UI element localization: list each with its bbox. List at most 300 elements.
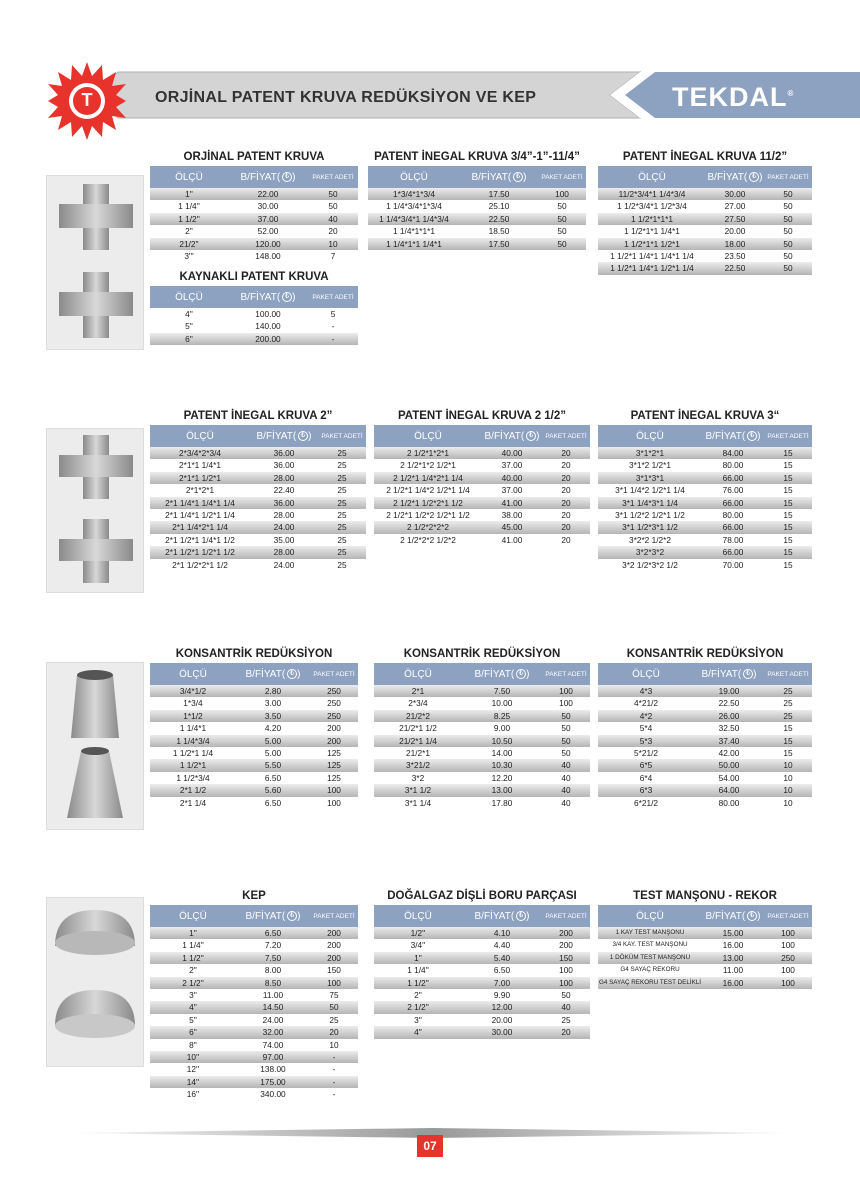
cell-pack: 200 (559, 928, 573, 938)
cell-pack: 40 (561, 760, 571, 771)
cell-size: 1 1/2*1*1 1/4*1 (624, 226, 680, 237)
cell-pack: 20 (561, 534, 571, 545)
cell-size: G4 SAYAÇ REKORU TEST DELİKLİ (598, 978, 702, 986)
cell-size: 3*2*2 1/2*2 (629, 534, 671, 545)
cell-size: 3*1*2*1 (635, 448, 665, 458)
cell-size: 1 1/2*1 1/4*1 1/4*1 1/4 (610, 250, 694, 261)
cell-price: 11.00 (262, 989, 284, 1000)
table-header (374, 905, 590, 927)
cell-pack: 15 (783, 559, 793, 570)
col-header-pack: PAKET ADETİ (313, 912, 355, 920)
cell-price: 6.50 (264, 797, 282, 808)
cell-price: 76.00 (722, 485, 744, 496)
cell-size: 1 1/2'' (178, 213, 200, 224)
table-row (598, 710, 812, 722)
cell-pack: 15 (783, 747, 793, 758)
cell-price: 6.50 (264, 772, 282, 783)
table-row (598, 459, 812, 471)
table-row (368, 238, 586, 250)
col-header-size: ÖLÇÜ (186, 430, 214, 442)
cell-size: 2*1 1/4*2*1 1/4 (172, 522, 228, 533)
cell-size: 21/2*2 (406, 710, 430, 721)
cell-size: 4*21/2 (634, 698, 658, 709)
cell-size: 2*3/4 (408, 698, 428, 709)
cell-pack: 50 (783, 189, 793, 199)
cell-size: 4'' (189, 1002, 197, 1013)
cell-price: 28.00 (273, 547, 295, 558)
cell-pack: 7 (330, 250, 336, 261)
table-header (598, 905, 812, 927)
table-title: KONSANTRİK REDÜKSİYON (403, 648, 561, 660)
lira-icon: ₺ (516, 911, 526, 921)
col-header-price: B/FİYAT ( ₺ ) (240, 171, 296, 183)
cell-pack: 25 (783, 710, 793, 721)
table-row (150, 1026, 358, 1038)
brand-name (672, 82, 794, 113)
cell-size: 1 1/4'' (182, 940, 204, 951)
table-row (368, 200, 586, 212)
lira-icon: ₺ (526, 431, 536, 441)
table-row (374, 722, 590, 734)
cell-pack: 5 (330, 309, 336, 319)
table-row (150, 747, 358, 759)
cell-pack: 50 (561, 989, 571, 1000)
cell-size: 2 1/2*1 1/2*2 1/2*1 1/2 (386, 509, 470, 520)
cell-pack: 10 (783, 797, 793, 808)
table-row (150, 250, 358, 262)
cell-pack: 15 (783, 522, 793, 533)
cell-pack: 20 (561, 509, 571, 520)
cell-price: 41.00 (501, 497, 523, 508)
cell-pack: 200 (327, 723, 341, 734)
table-row (374, 964, 590, 976)
cell-pack: 15 (783, 485, 793, 496)
price-table-t5 (150, 409, 366, 571)
price-table-t6 (374, 409, 590, 546)
cell-size: 2'' (414, 989, 422, 1000)
cell-price: 140.00 (255, 321, 281, 332)
cell-pack: 100 (781, 928, 795, 938)
col-header-price: B/FİYAT ( ₺ ) (484, 430, 540, 442)
table-row (150, 784, 358, 796)
table-row (374, 509, 590, 521)
cell-price: 175.00 (260, 1076, 286, 1087)
cell-size: 4'' (414, 1027, 422, 1038)
cell-price: 14.00 (491, 747, 513, 758)
table-row (150, 1039, 358, 1051)
cell-pack: 15 (783, 460, 793, 471)
cell-pack: 250 (781, 952, 795, 963)
table-row (374, 784, 590, 796)
cell-pack: 15 (783, 547, 793, 558)
cell-price: 26.00 (718, 710, 740, 721)
cell-price: 23.50 (724, 250, 746, 261)
cell-pack: 25 (337, 509, 347, 520)
cell-pack: 20 (561, 472, 571, 483)
table-row (368, 225, 586, 237)
col-header-price: B/FİYAT ( ₺ ) (705, 430, 761, 442)
cell-pack: 150 (559, 952, 573, 963)
cell-pack: 15 (783, 448, 793, 458)
cell-size: 2*1 1/2 (179, 785, 207, 796)
cell-price: 8.00 (264, 965, 282, 976)
table-row (374, 747, 590, 759)
col-header-pack: PAKET ADETİ (541, 173, 583, 181)
table-row (598, 964, 812, 976)
table-row (150, 939, 358, 951)
col-header-price: B/FİYAT ( ₺ ) (701, 668, 757, 680)
cell-size: 3*2*3*2 (635, 547, 665, 558)
table-row (374, 927, 590, 939)
table-title: PATENT İNEGAL KRUVA 2” (183, 410, 333, 422)
cell-size: 1 1/4*1*1 1/4*1 (386, 238, 442, 249)
cell-price: 80.00 (722, 460, 744, 471)
cell-size: 1'' (189, 928, 197, 938)
price-table-t2 (150, 270, 358, 345)
cell-size: 3*2 (411, 772, 425, 783)
cell-price: 78.00 (722, 534, 744, 545)
table-row (374, 952, 590, 964)
cell-size: 2*1*1 1/4*1 (179, 460, 221, 471)
table-row (598, 939, 812, 951)
cell-pack: 25 (561, 1014, 571, 1025)
col-header-pack: PAKET ADETİ (767, 173, 809, 181)
cell-price: 66.00 (722, 497, 744, 508)
cell-size: 2 1/2*1 1/2*2*1 1/2 (393, 497, 463, 508)
cell-pack: 200 (327, 940, 341, 951)
table-row (598, 772, 812, 784)
cell-size: 1 1/2'' (182, 952, 204, 963)
cell-price: 37.00 (501, 460, 523, 471)
cell-size: 3/4*1/2 (179, 686, 207, 696)
cell-price: 30.00 (257, 201, 279, 212)
table-title: KAYNAKLI PATENT KRUVA (179, 271, 329, 283)
cell-price: 40.00 (501, 472, 523, 483)
cell-size: 2 1/2*1*2*1 (407, 448, 449, 458)
cell-size: 1 1/4'' (407, 965, 429, 976)
cell-price: 38.00 (501, 509, 523, 520)
cell-price: 5.60 (264, 785, 282, 796)
table-title: PATENT İNEGAL KRUVA 2 1/2” (397, 410, 567, 422)
cell-pack: 50 (561, 735, 571, 746)
cell-size: 3'' (189, 989, 197, 1000)
col-header-size: ÖLÇÜ (638, 171, 666, 183)
logo-letter: T (81, 90, 93, 110)
cell-price: 138.00 (260, 1064, 286, 1075)
cell-size: 1*1/2 (183, 710, 203, 721)
cell-size: 3*1*2 1/2*1 (629, 460, 671, 471)
col-header-pack: PAKET ADETİ (313, 670, 355, 678)
cell-price: 42.00 (718, 747, 740, 758)
cell-size: 1 1/4'' (178, 201, 200, 212)
cell-pack: 15 (783, 534, 793, 545)
cell-price: 12.00 (491, 1002, 513, 1013)
cell-size: 1 1/2*1*1 1/2*1 (624, 238, 680, 249)
cell-price: 5.00 (264, 735, 282, 746)
table-row (150, 1001, 358, 1013)
col-header-pack: PAKET ADETİ (767, 912, 809, 920)
cell-pack: 50 (783, 250, 793, 261)
table-row (598, 759, 812, 771)
cell-pack: 50 (328, 189, 338, 199)
table-row (598, 784, 812, 796)
cell-pack: 250 (327, 686, 341, 696)
cell-price: 35.00 (273, 534, 295, 545)
cell-size: 3*1 1/2*3*1 1/2 (622, 522, 678, 533)
cell-size: 2'' (189, 965, 197, 976)
cell-size: 3*21/2 (406, 760, 430, 771)
table-row (150, 308, 358, 320)
col-header-pack: PAKET ADETİ (312, 173, 354, 181)
cell-size: 2 1/2*2*2 1/2*2 (400, 534, 456, 545)
col-header-size: ÖLÇÜ (175, 171, 203, 183)
cell-price: 148.00 (255, 250, 281, 261)
table-row (150, 509, 366, 521)
lira-icon: ₺ (287, 911, 297, 921)
table-row (150, 735, 358, 747)
cell-size: 6*21/2 (634, 797, 658, 808)
cell-size: 1 1/2*3/4*1 1/2*3/4 (617, 201, 687, 212)
cell-size: 1 KAY TEST MANŞONU (615, 929, 685, 936)
col-header-price: B/FİYAT ( ₺ ) (707, 171, 763, 183)
table-row (150, 559, 366, 571)
table-row (150, 989, 358, 1001)
lira-icon: ₺ (749, 172, 759, 182)
cell-size: 3*1 1/4 (404, 797, 432, 808)
cell-price: 36.00 (273, 497, 295, 508)
cell-size: 1 1/2*1*1*1 (631, 213, 673, 224)
cell-pack: 15 (783, 472, 793, 483)
cell-size: 2 1/2*2*2*2 (407, 522, 449, 533)
table-header (368, 166, 586, 188)
table-row (150, 447, 366, 459)
table-row (598, 225, 812, 237)
price-table-t12 (374, 889, 590, 1039)
cell-size: 2*3/4*2*3/4 (179, 448, 221, 458)
cell-size: 11/2*3/4*1 1/4*3/4 (618, 189, 686, 199)
cell-price: 41.00 (501, 534, 523, 545)
cell-pack: 100 (327, 785, 341, 796)
col-header-size: ÖLÇÜ (179, 668, 207, 680)
cell-pack: - (332, 1051, 336, 1062)
cell-price: 17.50 (488, 189, 510, 199)
cell-pack: 10 (328, 238, 338, 249)
cell-price: 9.00 (493, 723, 511, 734)
cell-size: 1 1/2*1 1/4*1 1/2*1 1/4 (610, 263, 694, 274)
col-header-price: B/FİYAT ( ₺ ) (471, 171, 527, 183)
cell-price: 12.20 (491, 772, 513, 783)
cell-size: 2'' (185, 226, 193, 237)
cell-pack: 250 (327, 698, 341, 709)
table-header (150, 663, 358, 685)
table-row (150, 927, 358, 939)
cell-pack: 10 (783, 785, 793, 796)
page-title: ORJİNAL PATENT KRUVA REDÜKSİYON VE KEP (155, 89, 537, 106)
cell-pack: 150 (327, 965, 341, 976)
cell-pack: 50 (557, 201, 567, 212)
cell-pack: 250 (327, 710, 341, 721)
cell-pack: 20 (329, 1027, 339, 1038)
cell-price: 54.00 (718, 772, 740, 783)
table-title: DOĞALGAZ DİŞLİ BORU PARÇASI (387, 890, 577, 902)
table-row (150, 497, 366, 509)
table-row (150, 1076, 358, 1088)
cell-size: 1 1/4*3/4 (176, 735, 210, 746)
cell-pack: 20 (561, 497, 571, 508)
table-row (598, 735, 812, 747)
col-header-pack: PAKET ADETİ (545, 432, 587, 440)
cell-price: 20.00 (724, 226, 746, 237)
cell-pack: 50 (561, 710, 571, 721)
cell-size: 5'' (185, 321, 193, 332)
col-header-price: B/FİYAT ( ₺ ) (705, 910, 761, 922)
price-table-t7 (598, 409, 812, 571)
table-row (598, 238, 812, 250)
cell-size: 6*5 (639, 760, 653, 771)
cell-pack: 100 (327, 797, 341, 808)
lira-icon: ₺ (282, 172, 292, 182)
cell-pack: 25 (337, 460, 347, 471)
cell-size: 1 1/4*3/4*1 1/4*3/4 (379, 213, 449, 224)
cell-pack: 20 (561, 522, 571, 533)
table-row (598, 797, 812, 809)
cell-pack: 15 (783, 497, 793, 508)
price-table-t9 (374, 647, 590, 809)
cell-pack: 50 (329, 1002, 339, 1013)
table-row (374, 989, 590, 1001)
cell-pack: 25 (329, 1014, 339, 1025)
cell-price: 28.00 (273, 509, 295, 520)
table-row (374, 1001, 590, 1013)
cell-size: 4*2 (639, 710, 653, 721)
cell-price: 10.30 (491, 760, 513, 771)
cell-size: 2*1 1/2*1 1/2*1 1/2 (165, 547, 235, 558)
table-header (598, 166, 812, 188)
cell-price: 7.00 (493, 977, 511, 988)
cell-price: 3.00 (264, 698, 282, 709)
table-header (598, 663, 812, 685)
cell-price: 36.00 (273, 460, 295, 471)
table-row (150, 333, 358, 345)
col-header-price: B/FİYAT ( ₺ ) (474, 910, 530, 922)
cell-pack: 100 (559, 698, 573, 709)
cell-size: 5'' (189, 1014, 197, 1025)
table-row (150, 1063, 358, 1075)
col-header-price: B/FİYAT ( ₺ ) (240, 291, 296, 303)
cell-pack: 40 (328, 213, 338, 224)
cell-size: 2 1/2*1 1/4*2 1/2*1 1/4 (386, 485, 470, 496)
cell-price: 5.00 (264, 747, 282, 758)
col-header-size: ÖLÇÜ (404, 910, 432, 922)
cell-pack: 25 (337, 472, 347, 483)
table-row (598, 559, 812, 571)
cell-price: 24.00 (262, 1014, 284, 1025)
cell-price: 3.50 (264, 710, 282, 721)
cell-price: 28.00 (273, 472, 295, 483)
cell-price: 4.20 (264, 723, 282, 734)
cell-price: 22.50 (488, 213, 510, 224)
cell-size: 2*1*2*1 (185, 485, 215, 496)
cell-size: 1 1/4*1 (179, 723, 207, 734)
cell-price: 120.00 (255, 238, 281, 249)
table-row (374, 521, 590, 533)
col-header-pack: PAKET ADETİ (321, 432, 363, 440)
table-row (150, 759, 358, 771)
col-header-size: ÖLÇÜ (400, 171, 428, 183)
cross-fitting-image (46, 175, 144, 350)
cell-pack: 50 (328, 201, 338, 212)
cell-price: 8.50 (264, 977, 282, 988)
cell-price (702, 989, 764, 1001)
cell-pack: 125 (327, 760, 341, 771)
cell-pack: 50 (557, 226, 567, 237)
table-header (150, 286, 358, 308)
table-row (598, 977, 812, 989)
cell-price: 32.00 (262, 1027, 284, 1038)
cell-price: 13.00 (722, 952, 744, 963)
cell-price: 97.00 (262, 1051, 284, 1062)
table-row (374, 1014, 590, 1026)
table-row (598, 927, 812, 939)
table-row (150, 1051, 358, 1063)
table-row (374, 977, 590, 989)
cell-price: 6.50 (493, 965, 511, 976)
lira-icon: ₺ (282, 292, 292, 302)
cell-price: 17.80 (491, 797, 513, 808)
cell-pack: 20 (561, 485, 571, 496)
cell-pack: 25 (337, 559, 347, 570)
table-row (598, 188, 812, 200)
cell-price: 9.90 (493, 989, 511, 1000)
cell-size: 2*1*1 1/2*1 (179, 472, 221, 483)
table-row (374, 472, 590, 484)
cell-price: 30.00 (491, 1027, 513, 1038)
table-header (150, 905, 358, 927)
cell-price: 45.00 (501, 522, 523, 533)
table-title: PATENT İNEGAL KRUVA 3“ (630, 410, 780, 422)
table-row (374, 497, 590, 509)
cell-size: 21/2*1 (406, 747, 430, 758)
table-row (150, 697, 358, 709)
cell-size: 21/2'' (179, 238, 199, 249)
cell-size: 2*1 1/4 (179, 797, 207, 808)
cell-size: 3*1 1/2*2 1/2*1 1/2 (615, 509, 685, 520)
cell-size: 4'' (185, 309, 193, 319)
cell-pack (764, 989, 812, 1001)
table-row (150, 797, 358, 809)
cell-price: 6.50 (264, 928, 282, 938)
brand-text: TEKDAL (672, 82, 788, 112)
cell-size: 6*4 (639, 772, 653, 783)
cell-size: 6*3 (639, 785, 653, 796)
table-row (150, 710, 358, 722)
col-header-pack: PAKET ADETİ (767, 432, 809, 440)
cell-price: 7.50 (493, 686, 511, 696)
cell-price: 7.20 (264, 940, 282, 951)
cell-pack: 50 (557, 238, 567, 249)
cell-pack: 100 (781, 940, 795, 951)
table-row (374, 534, 590, 546)
table-row (150, 521, 366, 533)
cell-price: 11.00 (722, 965, 744, 976)
cell-pack: 15 (783, 723, 793, 734)
cell-pack: 75 (329, 989, 339, 1000)
cell-price: 4.10 (493, 928, 511, 938)
cell-pack: 25 (337, 485, 347, 496)
cell-size: 14'' (186, 1076, 200, 1087)
cell-price: 37.40 (718, 735, 740, 746)
cell-pack: - (332, 1076, 336, 1087)
